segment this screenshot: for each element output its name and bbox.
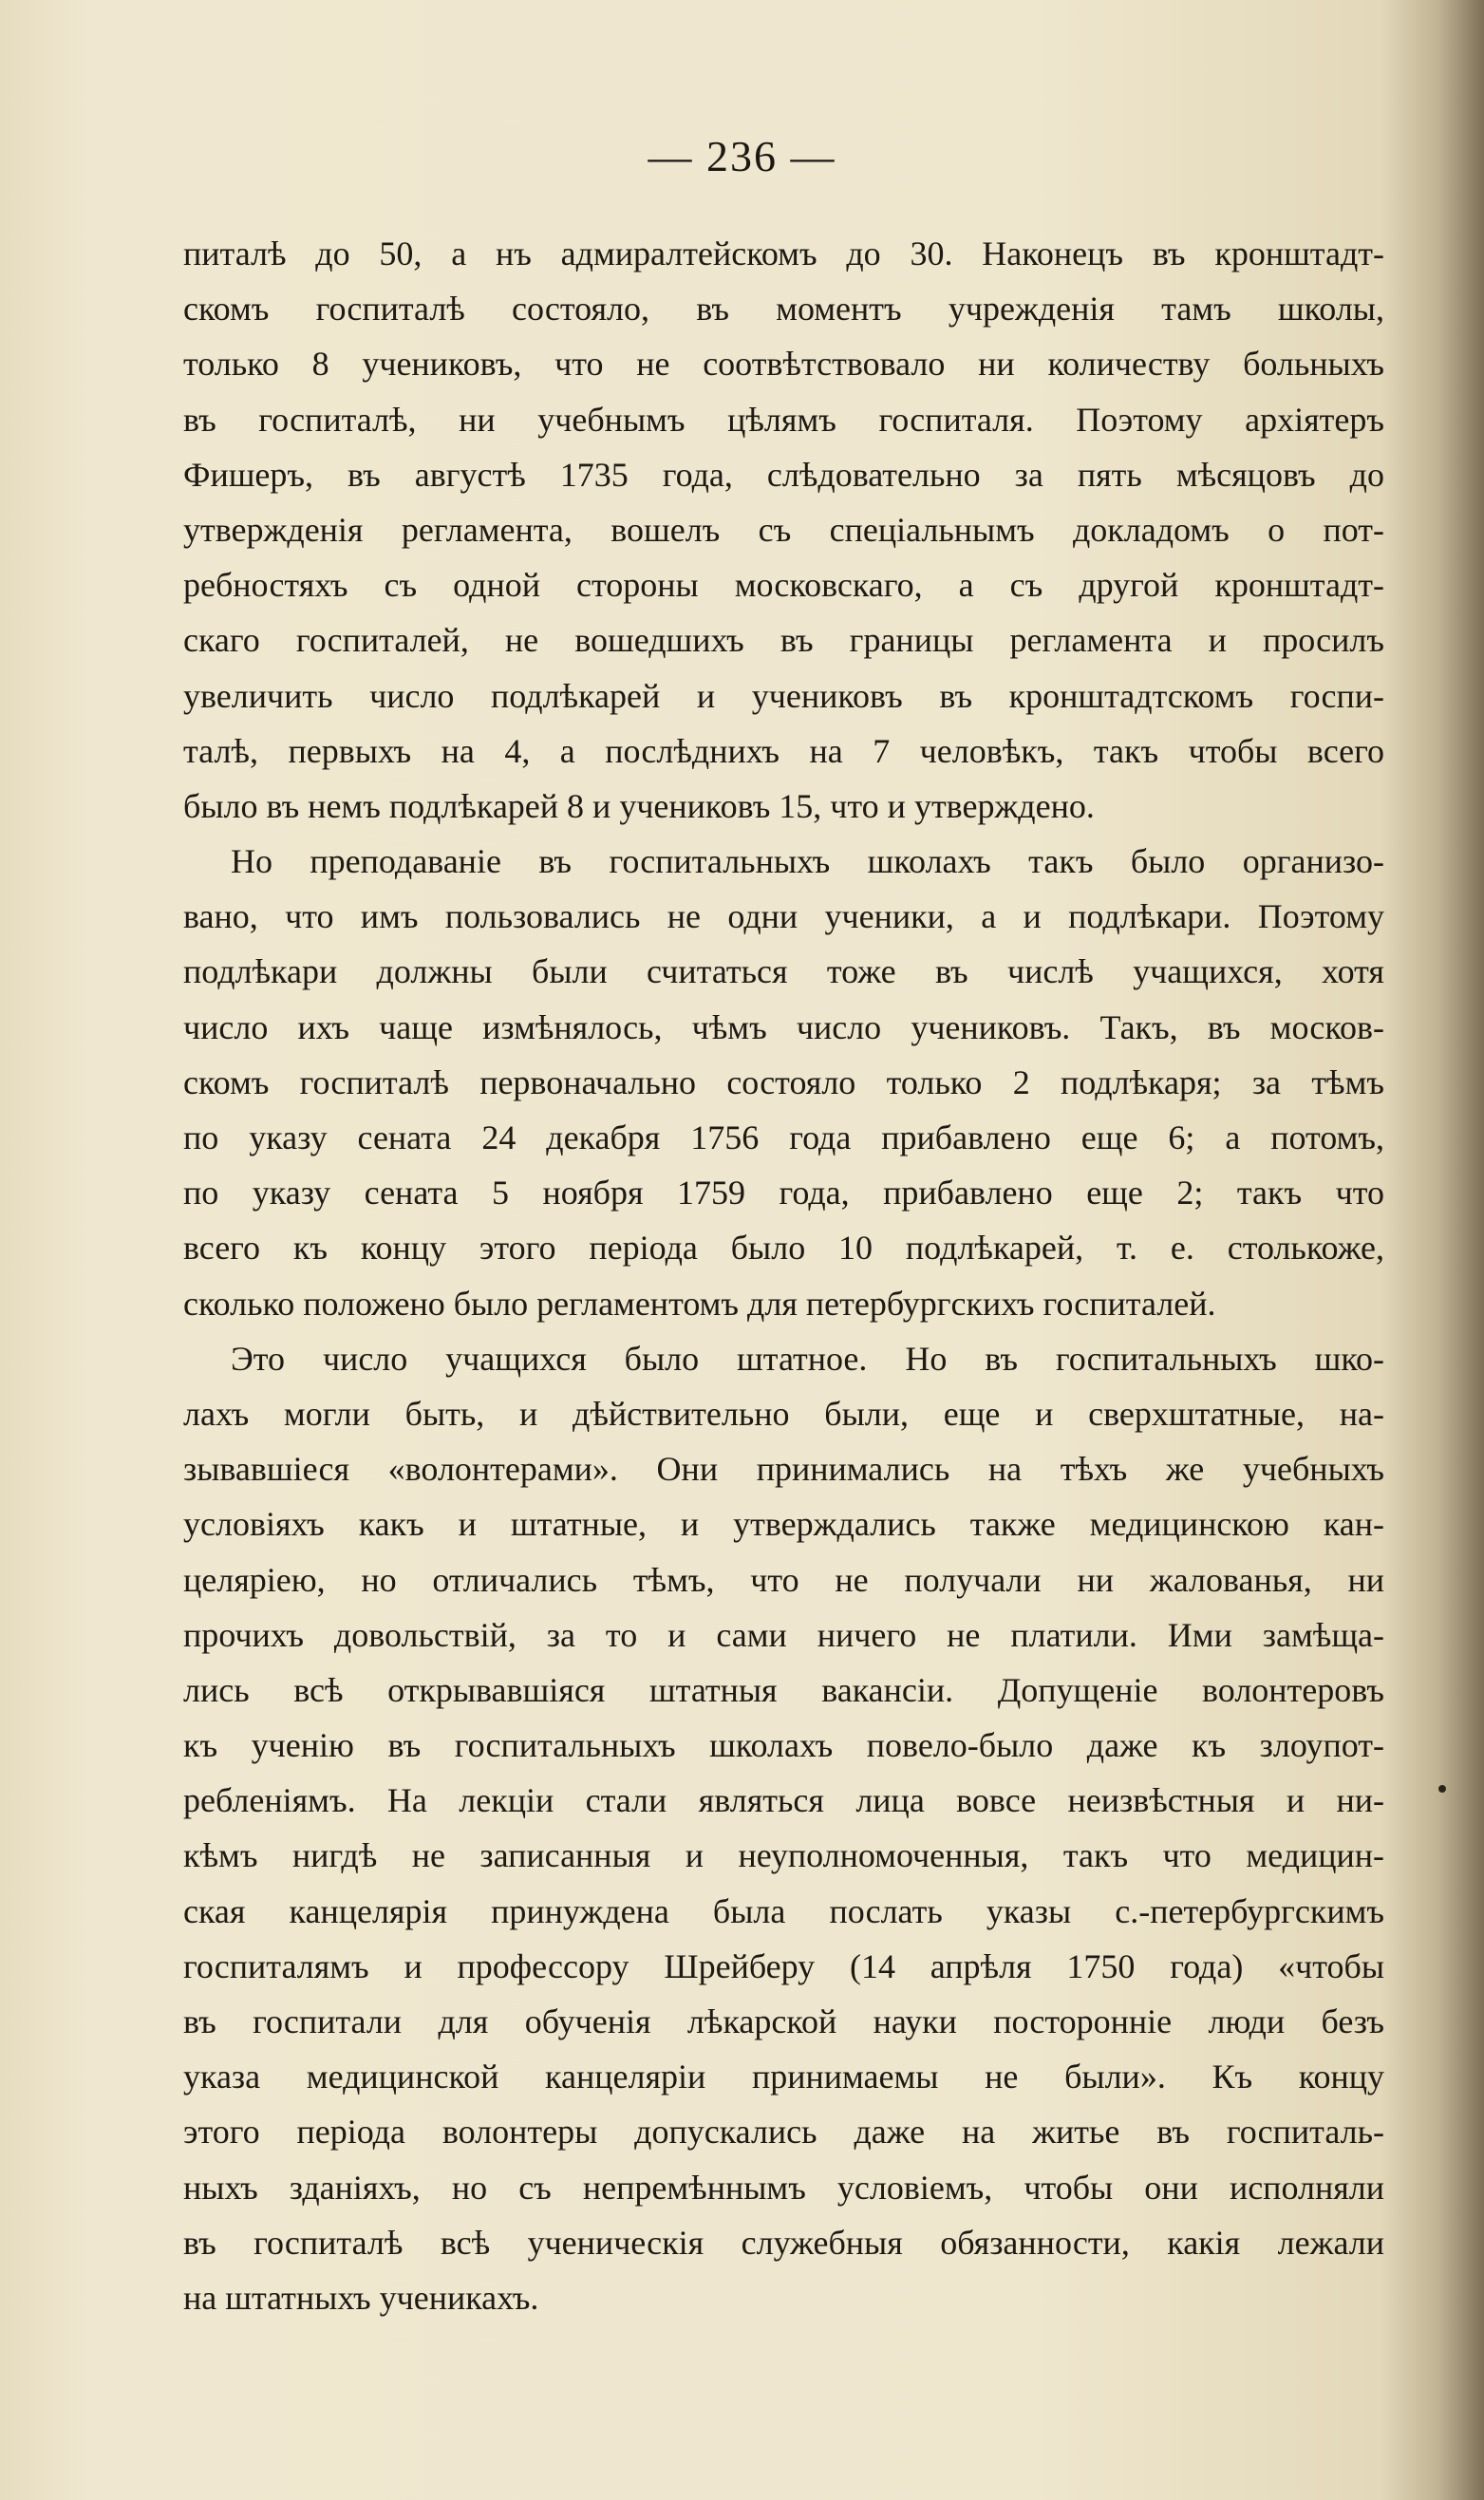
text-line: ребленіямъ. На лекціи стали являться лица вовсе неизвѣстныя и ни- [183,1781,1384,1820]
text-line: зывавшіеся «волонтерами». Они принимались на тѣхъ же учебныхъ [183,1450,1384,1489]
paragraph-first-line: Но преподаваніе въ госпитальныхъ школахъ такъ было организо- [231,842,1384,881]
text-line: прочихъ довольствій, за то и сами ничего не платили. Ими замѣща- [183,1615,1384,1654]
text-line: было въ немъ подлѣкарей 8 и учениковъ 15, что и утверждено. [183,786,1095,825]
text-line: указа медицинской канцеляріи принимаемы не были». Къ концу [183,2058,1384,2096]
text-line: по указу сената 5 ноября 1759 года, прибавлено еще 2; такъ что [183,1174,1384,1212]
text-line: скаго госпиталей, не вошедшихъ въ границы регламента и просилъ [183,621,1384,660]
text-line: къ ученію въ госпитальныхъ школахъ повело-было даже къ злоупот- [183,1726,1384,1765]
text-line: число ихъ чаще измѣнялось, чѣмъ число учениковъ. Такъ, въ москов- [183,1007,1384,1046]
text-line: въ госпиталѣ всѣ ученическія служебныя обязанности, какія лежали [183,2223,1384,2262]
page-number: — 236 — [648,132,836,180]
text-line: этого періода волонтеры допускались даже на житье въ госпиталь- [183,2113,1384,2152]
text-line: ская канцелярія принуждена была послать указы с.-петербургскимъ [183,1891,1384,1930]
text-line: Фишеръ, въ августѣ 1735 года, слѣдовательно за пять мѣсяцовъ до [183,455,1384,494]
body-text [183,226,1384,2325]
text-line: госпиталямъ и профессору Шрейберу (14 апрѣля 1750 года) «чтобы [183,1946,1384,1985]
text-line: только 8 учениковъ, что не соотвѣтствовало ни количеству больныхъ [183,345,1384,384]
text-line: увеличить число подлѣкарей и учениковъ въ кронштадтскомъ госпи- [183,676,1384,715]
text-line: въ госпитали для обученія лѣкарской науки посторонніе люди безъ [183,2002,1384,2040]
text-line: подлѣкари должны были считаться тоже въ числѣ учащихся, хотя [183,952,1384,991]
text-line: лахъ могли быть, и дѣйствительно были, еще и сверхштатные, на- [183,1394,1384,1433]
text-line: талѣ, первыхъ на 4, а послѣднихъ на 7 человѣкъ, такъ чтобы всего [183,731,1384,770]
text-line: целяріею, но отличались тѣмъ, что не получали ни жалованья, ни [183,1560,1384,1599]
text-line: ныхъ зданіяхъ, но съ непремѣннымъ условіемъ, чтобы они исполняли [183,2168,1384,2207]
text-line: ребностяхъ съ одной стороны московскаго, а съ другой кронштадт- [183,566,1384,605]
text-line: всего къ концу этого періода было 10 подлѣкарей, т. е. столькоже, [183,1229,1384,1268]
margin-ink-dot [1438,1785,1446,1793]
text-line: сколько положено было регламентомъ для петербургскихъ госпиталей. [183,1284,1216,1323]
text-line: въ госпиталѣ, ни учебнымъ цѣлямъ госпиталя. Поэтому архіятеръ [183,400,1384,439]
text-line: по указу сената 24 декабря 1756 года прибавлено еще 6; а потомъ, [183,1118,1384,1156]
text-line: на штатныхъ ученикахъ. [183,2278,539,2317]
paragraph-first-line: Это число учащихся было штатное. Но въ госпитальныхъ шко- [231,1339,1384,1378]
text-line: скомъ госпиталѣ первоначально состояло только 2 подлѣкаря; за тѣмъ [183,1062,1384,1101]
text-line: лись всѣ открывавшіяся штатныя вакансіи. Допущеніе волонтеровъ [183,1670,1384,1709]
text-line: кѣмъ нигдѣ не записанныя и неуполномоченныя, такъ что медицин- [183,1836,1384,1875]
text-line: скомъ госпиталѣ состояло, въ моментъ учрежденія тамъ школы, [183,290,1384,329]
text-line: утвержденія регламента, вошелъ съ спеціальнымъ докладомъ о пот- [183,510,1384,549]
text-line: вано, что имъ пользовались не одни ученики, а и подлѣкари. Поэтому [183,897,1384,936]
text-line: питалѣ до 50, а нъ адмиралтейскомъ до 30. Наконецъ въ кронштадт- [183,235,1384,273]
text-line: условіяхъ какъ и штатные, и утверждались также медицинскою кан- [183,1505,1384,1544]
